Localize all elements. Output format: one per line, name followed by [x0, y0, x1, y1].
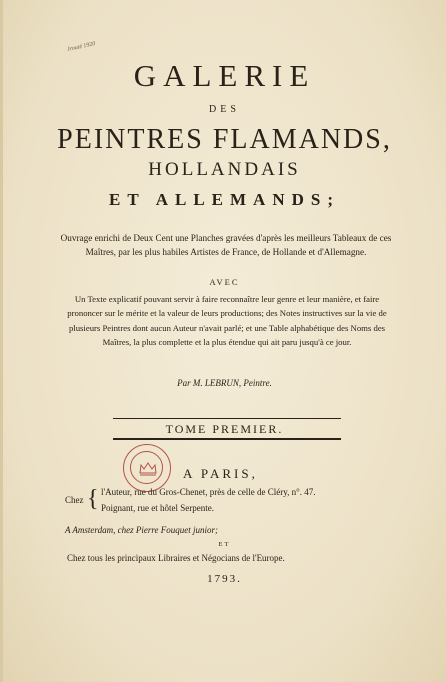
library-stamp: [123, 444, 171, 492]
avec-label: AVEC: [209, 277, 240, 287]
author-line: Par M. LEBRUN, Peintre.: [177, 378, 272, 388]
et-label: ET: [218, 541, 231, 548]
title-line-4: HOLLANDAIS: [148, 159, 301, 180]
publisher-line-2: Poignant, rue et hôtel Serpente.: [101, 503, 214, 513]
title-line-5: ET ALLEMANDS;: [109, 190, 340, 209]
title-line-2: DES: [209, 104, 240, 115]
chez-label: Chez: [65, 495, 84, 505]
work-description: Ouvrage enrichi de Deux Cent une Planches gravées d'après les meilleurs Tableaux de ces Maîtres, par les plus habiles Artistes de France, de Hollande et d'Allemagne.: [60, 233, 392, 257]
city-line: A PARIS,: [183, 466, 258, 481]
brace-glyph: {: [87, 486, 99, 512]
title-line-1: GALERIE: [133, 58, 316, 93]
booksellers-line: Chez tous les principaux Libraires et Négocians de l'Europe.: [67, 553, 285, 563]
top-rule: [113, 418, 341, 419]
publisher-line-1: l'Auteur, rue du Gros-Chenet, près de celle de Cléry, n°. 47.: [101, 487, 316, 497]
volume-label: TOME PREMIER.: [165, 422, 284, 436]
work-details: Un Texte explicatif pouvant servir à faire reconnaître leur genre et leur manière, et faire prononcer sur le mérite et la valeur de leurs productions; des Notes instructives sur la vie de plusieurs Peintres dont aucun Auteur n'avait parlé; et une Table alphabétique des Noms des Maîtres, la plus complette et la plus étendue qui ait paru jusqu'à ce jour.: [67, 294, 387, 348]
margin-annotation: Jrouté 1920: [66, 41, 96, 53]
title-line-3: PEINTRES FLAMANDS,: [57, 124, 392, 155]
crown-icon: [124, 445, 172, 493]
publication-year: 1793.: [207, 573, 242, 585]
bottom-rule: [113, 438, 341, 440]
amsterdam-line: A Amsterdam, chez Pierre Fouquet junior;: [65, 525, 218, 535]
